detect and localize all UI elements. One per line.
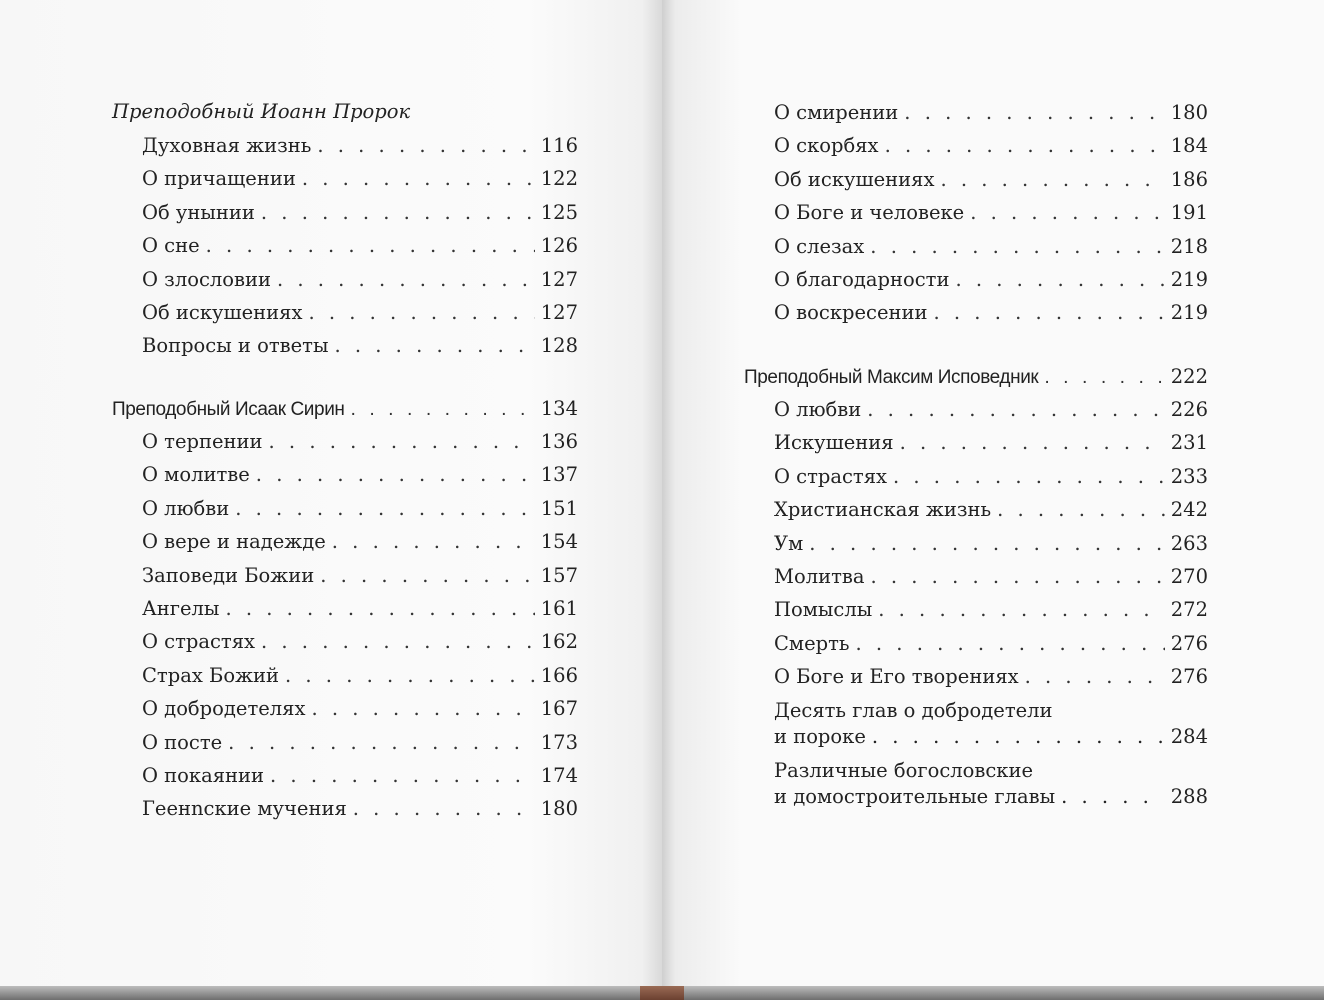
right-page: [662, 0, 1324, 1000]
toc-page-number: 180: [540, 797, 578, 821]
toc-entry: [774, 101, 1208, 125]
toc-leader-dots: [885, 134, 1165, 158]
toc-page-number: 231: [1170, 431, 1208, 455]
toc-entry-label: Преподобный Исаак Сирин: [112, 399, 345, 420]
toc-leader-dots: [940, 168, 1164, 192]
toc-entry-label: Молитва: [774, 565, 865, 588]
toc-entry: [142, 167, 578, 191]
toc-page-number: 166: [540, 663, 578, 687]
toc-page-number: 191: [1170, 201, 1208, 225]
toc-entry-label: Искушения: [774, 431, 894, 455]
toc-leader-dots: [317, 134, 534, 158]
toc-entry-label: О смирении: [774, 101, 899, 124]
toc-leader-dots: [285, 664, 535, 688]
toc-leader-dots: [269, 430, 535, 454]
toc-entry: [774, 301, 1208, 325]
toc-entry: [774, 565, 1208, 589]
toc-leader-dots: [955, 268, 1164, 292]
toc-leader-dots: [870, 565, 1164, 589]
toc-page-number: 263: [1170, 531, 1208, 555]
toc-entry: [142, 268, 578, 292]
toc-entry-label-line1: Различные богословские: [774, 759, 1034, 782]
toc-leader-dots: [809, 532, 1165, 556]
toc-page-number: 125: [540, 200, 578, 224]
toc-page-number: 270: [1170, 565, 1208, 588]
toc-entry-label: Геенnские мучения: [142, 797, 347, 821]
toc-leader-dots: [311, 697, 534, 721]
toc-page-number: 136: [540, 430, 578, 453]
toc-leader-dots: [206, 234, 535, 258]
toc-leader-dots: [934, 301, 1165, 325]
toc-page-number: 167: [540, 697, 578, 721]
toc-page-number: 218: [1170, 234, 1208, 258]
toc-entry: [142, 201, 578, 225]
toc-leader-dots: [1044, 365, 1164, 389]
toc-page-number: 226: [1170, 398, 1208, 421]
toc-leader-dots: [351, 397, 535, 421]
toc-entry: [774, 201, 1208, 225]
toc-page-number: 122: [540, 167, 578, 191]
toc-leader-dots: [997, 498, 1165, 522]
toc-leader-dots: [277, 268, 535, 292]
toc-leader-dots: [270, 764, 535, 788]
section-title-ioann: Преподобный Иоанн Пророк: [112, 100, 411, 123]
toc-entry: [774, 665, 1208, 689]
toc-page-number: 161: [540, 597, 578, 620]
toc-entry-label: О любви: [774, 398, 862, 421]
book-bottom-edge: [0, 986, 1324, 1000]
toc-page-number: 127: [540, 301, 578, 324]
toc-entry-label: О слезах: [774, 234, 865, 258]
toc-page-number: 276: [1170, 665, 1208, 689]
toc-entry-label: О злословии: [142, 267, 271, 291]
toc-entry-label: О покаянии: [142, 764, 265, 787]
toc-page-number: 242: [1170, 498, 1208, 522]
toc-entry-label: О страстях: [774, 464, 888, 488]
toc-page-number: 276: [1170, 631, 1208, 655]
toc-entry: [774, 431, 1208, 455]
toc-leader-dots: [228, 731, 535, 755]
toc-leader-dots: [904, 101, 1164, 125]
toc-entry: [774, 168, 1208, 192]
toc-page-number: 186: [1170, 167, 1208, 191]
toc-leader-dots: [302, 167, 535, 191]
toc-entry: [142, 134, 578, 158]
toc-entry: [142, 664, 578, 688]
toc-section-header: [112, 397, 578, 422]
toc-entry-label: О любви: [142, 496, 230, 520]
toc-page-number: 272: [1170, 598, 1208, 622]
toc-entry-label: Духовная жизнь: [142, 134, 312, 157]
toc-leader-dots: [867, 398, 1165, 422]
toc-entry-label: Преподобный Максим Исповедник: [744, 367, 1039, 388]
toc-leader-dots: [893, 465, 1165, 489]
toc-entry-label-line2: и пороке: [774, 725, 866, 748]
toc-entry-label: Ангелы: [142, 597, 220, 620]
toc-page-number: 284: [1170, 725, 1208, 748]
toc-entry-multiline: [774, 758, 1208, 810]
toc-entry-label: О посте: [142, 730, 223, 754]
toc-entry-label: Вопросы и ответы: [142, 334, 329, 358]
toc-leader-dots: [1025, 665, 1165, 689]
toc-entry-label: Заповеди Божии: [142, 563, 315, 587]
toc-page-number: 128: [540, 334, 578, 358]
toc-leader-dots: [900, 431, 1165, 455]
toc-entry: [142, 731, 578, 755]
toc-page-number: 233: [1170, 464, 1208, 488]
toc-entry-label-line1: Десять глав о добродетели: [774, 699, 1053, 722]
toc-entry: [774, 398, 1208, 422]
toc-entry-label: О вере и надежде: [142, 530, 326, 554]
toc-entry-label: Помыслы: [774, 598, 873, 622]
toc-entry: [142, 797, 578, 821]
toc-entry-label: Смерть: [774, 631, 850, 655]
book-spine: [640, 986, 684, 1000]
toc-entry-label: О скорбях: [774, 134, 879, 158]
toc-leader-dots: [256, 463, 535, 487]
toc-entry: [774, 632, 1208, 656]
toc-entry-label: О молитве: [142, 463, 250, 487]
toc-leader-dots: [353, 797, 535, 821]
toc-leader-dots: [225, 597, 534, 621]
toc-entry-label: Об искушениях: [142, 301, 303, 324]
toc-entry: [774, 532, 1208, 556]
toc-entry-label: О Боге и Его творениях: [774, 665, 1019, 689]
toc-entry: [142, 497, 578, 521]
toc-page-number: 288: [1170, 785, 1208, 808]
toc-entry-label: О воскресении: [774, 301, 928, 325]
toc-page-number: 127: [540, 267, 578, 291]
toc-entry: [774, 268, 1208, 292]
toc-leader-dots: [320, 564, 535, 588]
toc-entry: [142, 334, 578, 358]
toc-entry: [142, 301, 578, 325]
toc-page-number: 137: [540, 463, 578, 487]
toc-leader-dots: [334, 334, 534, 358]
toc-page-number: 126: [540, 234, 578, 258]
toc-page-number: 180: [1170, 101, 1208, 124]
toc-leader-dots: [332, 530, 535, 554]
toc-entry: [142, 430, 578, 454]
toc-entry: [142, 597, 578, 621]
toc-entry: [142, 764, 578, 788]
toc-page-number: 162: [540, 630, 578, 654]
toc-entry: [774, 235, 1208, 259]
toc-entry-label: Об унынии: [142, 200, 255, 224]
toc-entry-label: О Боге и человеке: [774, 201, 965, 225]
toc-page-number: 219: [1170, 301, 1208, 325]
toc-page-number: 219: [1170, 268, 1208, 291]
toc-page-number: 222: [1170, 365, 1208, 388]
toc-entry-label: О благодарности: [774, 268, 950, 291]
toc-entry: [774, 134, 1208, 158]
toc-section-header: [744, 365, 1208, 390]
toc-entry-label: О терпении: [142, 430, 263, 453]
toc-entry-label-line2: и домостроительные главы: [774, 785, 1056, 808]
toc-leader-dots: [261, 201, 535, 225]
toc-entry: [774, 598, 1208, 622]
toc-page-number: 157: [540, 563, 578, 587]
toc-leader-dots: [870, 235, 1164, 259]
toc-page-number: 184: [1170, 134, 1208, 158]
toc-entry: [142, 530, 578, 554]
toc-page-number: 134: [540, 397, 578, 420]
toc-leader-dots: [308, 301, 534, 325]
toc-entry-label: О добродетелях: [142, 697, 306, 721]
toc-entry-label: О сне: [142, 234, 200, 258]
toc-entry: [774, 498, 1208, 522]
toc-page-number: 151: [540, 496, 578, 520]
toc-page-number: 116: [540, 134, 578, 157]
toc-entry-label: О страстях: [142, 630, 256, 654]
toc-entry-label: Ум: [774, 531, 804, 555]
toc-entry: [142, 630, 578, 654]
toc-leader-dots: [1061, 784, 1165, 810]
toc-leader-dots: [261, 630, 535, 654]
toc-leader-dots: [856, 632, 1165, 656]
toc-entry-multiline: [774, 698, 1208, 750]
toc-entry-label: О причащении: [142, 167, 296, 191]
toc-page-number: 173: [540, 730, 578, 754]
toc-entry: [142, 463, 578, 487]
toc-leader-dots: [872, 724, 1165, 750]
toc-entry: [142, 697, 578, 721]
toc-entry-label: Страх Божий: [142, 663, 280, 687]
toc-entry: [142, 564, 578, 588]
toc-entry-label: Христианская жизнь: [774, 498, 992, 522]
toc-entry: [774, 465, 1208, 489]
toc-leader-dots: [878, 598, 1165, 622]
toc-page-number: 154: [540, 530, 578, 554]
toc-entry-label: Об искушениях: [774, 167, 935, 191]
toc-entry: [142, 234, 578, 258]
toc-leader-dots: [970, 201, 1165, 225]
toc-page-number: 174: [540, 764, 578, 787]
toc-leader-dots: [235, 497, 535, 521]
